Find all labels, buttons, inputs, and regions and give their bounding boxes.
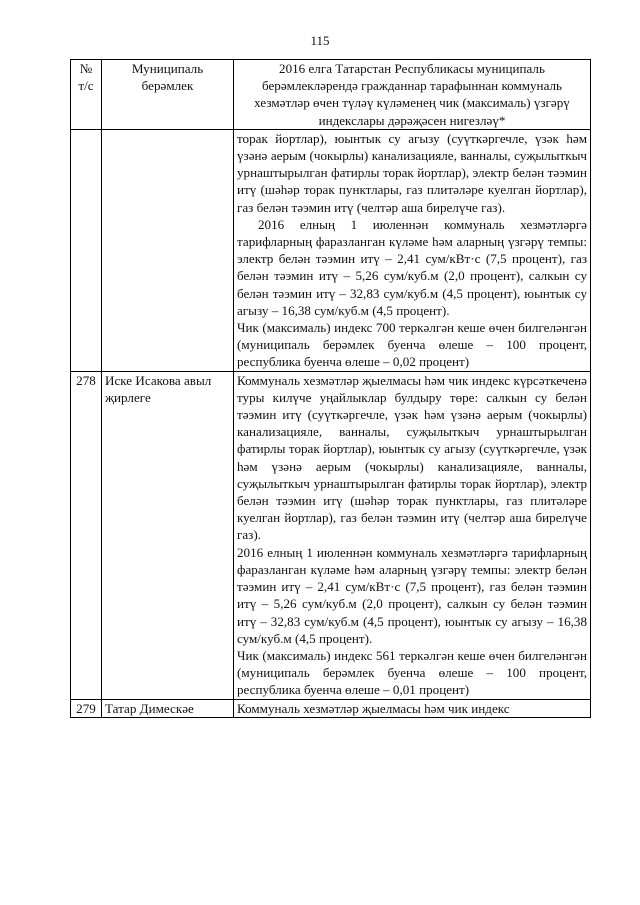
table-row xyxy=(71,129,591,371)
header-number: № т/с xyxy=(71,60,102,130)
row-paragraph: Коммуналь хезмәтләр җыелмасы һәм чик индекс күрсәткеченә туры килүче уңайлыклар булдыру төре: салкын су белән тәэмин итү (суүткәргечле, үзәк һәм үзәнә аерым (чокырлы) канализацияле, ванналы, суҗылыткыч урнаштырылган фатирлы торак йортлар), юынтык су агызу (суүткәргечле, үзәк һәм үзәнә аерым (чокырлы) канализацияле, ванналы, суҗылыткыч урнаштырылган фатирлы торак йортлар), электр белән тәэмин итү (шәһәр торак пунктлары, газ плитәләре куелган йортлар), газ белән тәэмин итү (челтәр аша бирелүче газ). xyxy=(237,372,587,543)
table-header-row xyxy=(71,60,591,130)
page-number: 115 xyxy=(310,33,330,48)
row-description xyxy=(234,371,591,699)
table-row xyxy=(71,371,591,699)
row-municipality xyxy=(102,129,234,371)
row-paragraph: Коммуналь хезмәтләр җыелмасы һәм чик индекс xyxy=(237,700,510,716)
row-description xyxy=(234,699,591,717)
row-paragraph: Чик (максималь) индекс 561 теркәлгән кеше өчен билгеләнгән (муниципаль берәмлек буенча өлеше – 100 процент, республика буенча өлеше – 0,01 процент) xyxy=(237,647,587,698)
index-table xyxy=(70,59,591,718)
row-paragraph: торак йортлар), юынтык су агызу (суүткәргечле, үзәк һәм үзәнә аерым (чокырлы) канализацияле, ванналы, суҗылыткыч урнаштырылган фатирлы торак йортлар), электр белән тәэмин итү (шәһәр торак пунктлары, газ плитәләре куелган йортлар), газ белән тәэмин итү (челтәр аша бирелүче газ). xyxy=(237,130,587,215)
row-paragraph: 2016 елның 1 июленнән коммуналь хезмәтләргә тарифларның фаразланган күләме һәм аларның үзгәрү темпы: электр белән тәэмин итү – 2,41 сум/кВт·с (7,5 процент), газ белән тәэмин итү – 5,26 сум/куб.м (2,0 процент), салкын су белән тәэмин итү – 32,83 сум/куб.м (4,5 процент), юынтык су агызу – 16,38 сум/куб.м (4,5 процент). xyxy=(237,216,587,318)
row-municipality: Иске Исакова авыл җирлеге xyxy=(102,371,234,699)
header-municipality: Муниципаль берәмлек xyxy=(102,60,234,130)
row-number xyxy=(71,129,102,371)
row-municipality: Татар Димескәе xyxy=(102,699,234,717)
header-description: 2016 елга Татарстан Республикасы муниципаль берәмлекләрендә гражданнар тарафыннан коммуналь хезмәтләр өчен түләү күләменең чик (максималь) үзгәрү индекслары дәрәҗәсен нигезләү* xyxy=(234,60,591,130)
row-paragraph: Чик (максималь) индекс 700 теркәлгән кеше өчен билгеләнгән (муниципаль берәмлек буенча өлеше – 100 процент, республика буенча өлеше – 0,02 процент) xyxy=(237,320,587,370)
row-paragraph: 2016 елның 1 июленнән коммуналь хезмәтләргә тарифларның фаразланган күләме һәм аларның үзгәрү темпы: электр белән тәэмин итү – 2,41 сум/кВт·с (7,5 процент), газ белән тәэмин итү – 5,26 сум/куб.м (2,0 процент), салкын су белән тәэмин итү – 32,83 сум/куб.м (4,5 процент), юынтык су агызу – 16,38 сум/куб.м (4,5 процент). xyxy=(237,544,587,646)
table-row xyxy=(71,699,591,717)
row-number: 279 xyxy=(71,699,102,717)
row-description xyxy=(234,129,591,371)
row-number: 278 xyxy=(71,371,102,699)
